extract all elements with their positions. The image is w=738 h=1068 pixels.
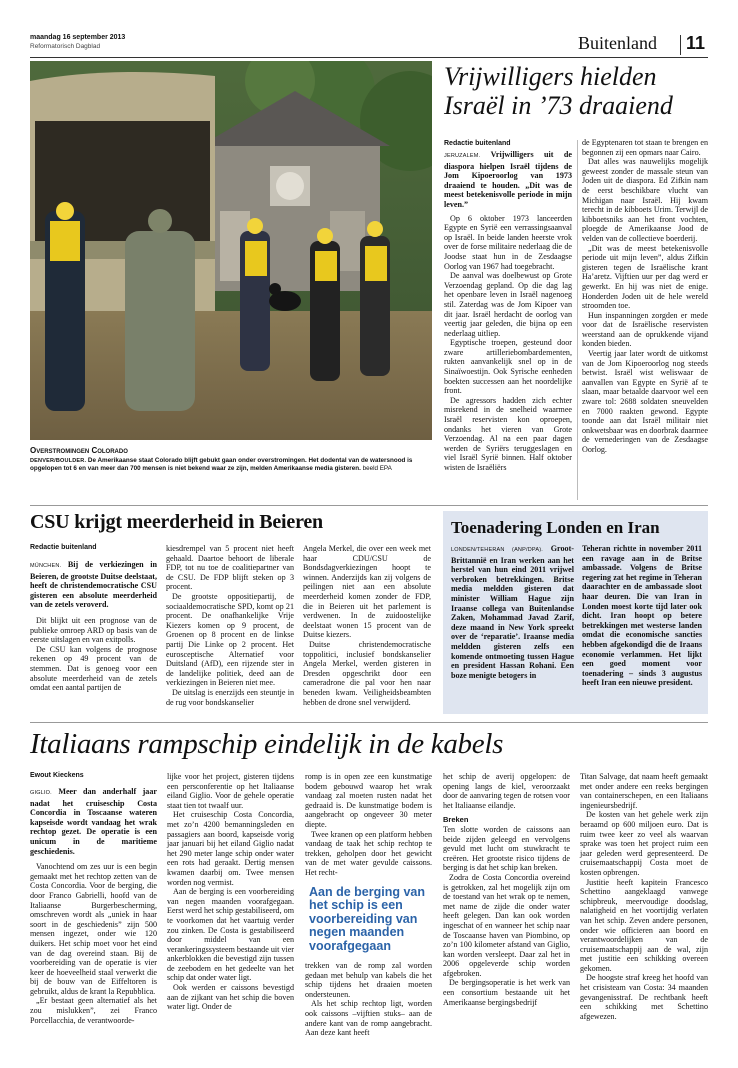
israel-column-2	[582, 138, 708, 455]
csu-lead-text: Bij de verkiezingen in Beieren, de grootste Duitse deelstaat, heeft de christendemocratische CSU gisteren een absolute meerderheid van de zetels veroverd.	[30, 560, 157, 610]
csu-lead	[30, 560, 157, 610]
photo-caption-text: De Amerikaanse staat Colorado blijft gebukt gaan onder overstromingen. Het dodental van de watersnood is opgelopen tot 6 en van meer dan 700 mensen is niet bekend waar ze zijn, melden Amerikaanse media gisteren.	[30, 457, 413, 473]
photo-caption-title: Overstromingen Colorado	[30, 446, 128, 455]
pull-quote: Aan de berging van het schip is een voorbereiding van negen maanden voorafgegaan	[309, 884, 425, 953]
paragraph: trekken van de romp zal worden gedaan met behulp van kabels die het schip tijdens het draaien moeten ondersteunen.	[305, 961, 432, 999]
paragraph: Dit blijkt uit een prognose van de publieke omroep ARD op basis van de eerste uitslagen en van exitpolls.	[30, 615, 157, 645]
masthead-date: maandag 16 september 2013	[30, 34, 126, 41]
paragraph: Twee kranen op een platform hebben vandaag de taak het schip rechtop te trekken, geholpen door het gewicht van de met water gevulde caissons. Het recht-	[305, 829, 432, 877]
csu-column-3	[303, 544, 431, 707]
paragraph: het schip de averij opgelopen: de opening langs de kiel, veroorzaakt door de aanvaring tegen de rotsen voor het Italiaanse eilandje.	[443, 772, 570, 810]
paragraph: De grootste oppositiepartij, de sociaaldemocratische SPD, komt op 21 procent. De onafhankelijke Vrije Kiezers komen op 9 procent, de Groenen op 8 procent en de linkse partij Die Linke op 2 procent. Het eurosceptische Alternatief voor Duitsland (AfD), een rijzende ster in de landelijke politiek, deed aan de verkiezingen in Beieren niet mee.	[166, 591, 294, 688]
masthead-paper: Reformatorisch Dagblad	[30, 43, 101, 50]
israel-headline-line-2: Israël in ’73 draaiend	[444, 91, 673, 120]
paragraph: „Er bestaat geen alternatief als het zou mislukken”, zei Franco Porcellacchia, de verantwoorde-	[30, 996, 157, 1025]
italy-column-2	[167, 772, 294, 1012]
section-rule	[30, 722, 708, 723]
section-rule	[30, 505, 708, 506]
paragraph: Angela Merkel, die over een week met haar CDU/CSU de Bondsdagverkiezingen hoopt te winnen. Anderzijds kan zij volgens de peilingen niet aan een absolute meerderheid komen zonder de FDP, die in Beieren uit het parlement is verdwenen. In de zuidoostelijke deelstaat wonen 15 procent van de Duitse kiezers.	[303, 544, 431, 640]
paragraph: „Dit was de meest betekenisvolle periode uit mijn leven”, aldus Zifkin gisteren tegen de Israëlische krant Ha’aretz. Vijftien uur per dag werd er gewerkt. En hij was niet de enige. Honderden Joden uit de hele wereld stroomden toe.	[582, 243, 708, 311]
paragraph: Veertig jaar later wordt de uitkomst van de Jom Kipoeroorlog nog steeds betwist. Israël wist weliswaar de aanvallen van Egypte en Syrië af te slaan, maar betaalde daarvoor wel een zware tol: 2688 soldaten sneuvelden en 7000 raakten gewond. Egypte toonde aan dat Israël militair niet onkwetsbaar was en doorbrak daarmee de vernederingen van de Zesdaagse Oorlog.	[582, 349, 708, 454]
photo-caption	[30, 457, 432, 474]
paragraph: Duitse christendemocratische toppolitici, inclusief bondskanselier Angela Merkel, werden gisteren in Dresden opgeschrikt door een cameradrone die pal voor hen naar beneden kwam. Veiligheidsbeambten hebben de drone snel verwijderd.	[303, 639, 431, 707]
italy-lead	[30, 787, 157, 856]
csu-headline: CSU krijgt meerderheid in Beieren	[30, 511, 323, 533]
paragraph: Aan de berging is een voorbereiding van negen maanden voorafgegaan. Eerst werd het schip gestabiliseerd, om te voorkomen dat het vaartuig verder zou zinken. De Costa is gestabiliseerd door middel van een verankeringssysteem bestaande uit vier ankerblokken die bevestigd zijn tussen de zeebodem en het gedeelte van het schip dat onder water ligt.	[167, 887, 294, 983]
italy-byline: Ewout Kieckens	[30, 772, 84, 779]
section-title: Buitenland	[578, 33, 657, 53]
paragraph: Ten slotte worden de caissons aan beide zijden geleegd en vervolgens gevuld met lucht om stuwkracht te creëren. Het grootste risico tijdens de berging is dat het schip kan breken.	[443, 824, 570, 873]
paragraph: De CSU kan volgens de prognose rekenen op 49 procent van de stemmen. Dat is genoeg voor een absolute meerderheid van de zetels omdat een aantal partijen de	[30, 644, 157, 693]
israel-dateline: JERUZALEM.	[444, 153, 481, 159]
paragraph: De uitslag is enerzijds een steuntje in de rug voor bondskanselier	[166, 687, 294, 707]
page-number: 11	[686, 33, 706, 53]
paragraph: de Egyptenaren tot staan te brengen en begonnen zij een opmars naar Cairo.	[582, 138, 708, 157]
paragraph: lijke voor het project, gisteren tijdens een persconferentie op het Italiaanse eiland Giglio. Voor de gehele operatie staat tien tot twaalf uur.	[167, 772, 294, 810]
paragraph: De kosten van het gehele werk zijn beraamd op 600 miljoen euro. Dat is ruim twee keer zo veel als waarvan sprake was toen het project ruim een jaar geleden werd gepresenteerd. De cruisemaatschappij Costa moet de kosten opbrengen.	[580, 810, 708, 877]
section-divider	[680, 35, 681, 55]
paragraph: Het cruiseschip Costa Concordia, met zo’n 4200 bemanningsleden en passagiers aan boord, kapseisde vorig jaar januari bij het eiland Giglio nadat het 290 meter lange schip onder water een rots had geraakt. Dertig mensen kwamen daarbij om. Twee mensen worden nog vermist.	[167, 810, 294, 887]
israel-lead	[444, 150, 572, 210]
italy-column-3	[305, 772, 432, 1038]
paragraph: Zodra de Costa Concordia overeind is getrokken, zal het mogelijk zijn om de toestand van het wrak op te nemen, met name de zijde die onder water heeft gelegen. Dan kan ook worden ingeschat of en wanneer het schip naar de Toscaanse haven van Piombino, op zo’n 100 kilometer afstand van Giglio, kan worden versleept. Daar zal het in 2006 opgeleverde schip worden afgebroken.	[443, 872, 570, 978]
paragraph: De bergingsoperatie is het werk van een consortium bestaande uit het Amerikaanse bergingsbedrijf	[443, 978, 570, 1007]
subhead: Breken	[443, 815, 469, 825]
italy-headline: Italiaans rampschip eindelijk in de kabels	[30, 728, 504, 760]
paragraph: De hoogste straf kreeg het hoofd van het crisisteam van Costa: 34 maanden gevangenisstraf. De rechtbank heeft een schikking met Schettino afgewezen.	[580, 973, 708, 1021]
iran-column-1	[451, 544, 574, 680]
iran-headline: Toenadering Londen en Iran	[451, 518, 660, 537]
paragraph: De aanval was doelbewust op Grote Verzoendag gepland. Op die dag lag het openbare leven in Israël nagenoeg stil. Zaterdag was de Jom Kipoer van dit jaar. Israël herdacht de oorlog van veertig jaar geleden, die bijna op een nederlaag uitliep.	[444, 271, 572, 338]
masthead-rule	[30, 57, 708, 58]
iran-column-2	[582, 544, 702, 688]
iran-text-2: Teheran richtte in november 2011 een ravage aan in de Britse ambassade. Volgens de Britse regering zat het regime in Teheran daarachter en de ambassade sloot haar deuren. Die van Iran in Londen moest korte tijd later ook dicht. Iran hoopt op betere betrekkingen met westerse landen omdat die economische sancties hebben afgekondigd die de Iraans economie verlammen. Het lijkt een goed moment voor toenadering – sinds 3 augustus heeft Iran een nieuwe president.	[582, 544, 702, 688]
csu-byline: Redactie buitenland	[30, 544, 97, 551]
italy-dateline: GIGLIO.	[30, 790, 52, 796]
israel-headline-line-1: Vrijwilligers hielden	[444, 62, 657, 91]
paragraph: Op 6 oktober 1973 lanceerden Egypte en Syrië een verrassingsaanval op Israël. In beide landen heerste vrok over de forse militaire nederlaag die de Joodse staat hun in de Zesdaagse Oorlog van 1967 had toegebracht.	[444, 213, 572, 271]
paragraph: Titan Salvage, dat naam heeft gemaakt met onder andere een reeks bergingen van containerschepen, en een Italiaans ingenieursbedrijf.	[580, 772, 708, 810]
italy-column-5	[580, 772, 708, 1021]
iran-text-1	[451, 544, 574, 680]
italy-lead-text: Meer dan anderhalf jaar nadat het cruiseschip Costa Concordia in Toscaanse wateren kapseisde wordt vandaag het wrak rechtop gezet. De operatie is een unicum in de maritieme geschiedenis.	[30, 787, 157, 856]
paragraph: Ook werden er caissons bevestigd aan de zijkant van het schip die boven water ligt. Onder de	[167, 983, 294, 1012]
israel-column-1	[444, 150, 572, 473]
photo-caption-place: DENVER/BOULDER.	[30, 458, 87, 464]
csu-column-1	[30, 560, 157, 693]
flood-photo-illustration	[30, 61, 432, 440]
israel-byline: Redactie buitenland	[444, 140, 511, 147]
paragraph: De agressors hadden zich echter misrekend in de snelheid waarmee Israël reservisten kon oproepen, ondanks het vieren van Grote Verzoendag. Al na een paar dagen werden de Syriërs teruggeslagen en viel Israël Syrië binnen. Half oktober wisten de Israëliërs	[444, 395, 572, 472]
flood-photo	[30, 61, 432, 440]
israel-lead-text: Vrijwilligers uit de diaspora hielpen Israël tijdens de Jom Kipoeroorlog van 1973 draaiend te houden. „Dit was de meest betekenisvolle periode in mijn leven.”	[444, 150, 572, 209]
paragraph: kiesdrempel van 5 procent niet heeft gehaald. Daartoe behoort de liberale FDP, tot nu toe de coalitiepartner van de CSU. De FDP blijft steken op 3 procent.	[166, 544, 294, 592]
csu-column-2	[166, 544, 294, 707]
column-divider	[577, 140, 578, 500]
paragraph: Als het schip rechtop ligt, worden ook caissons –vijftien stuks– aan de andere kant van de romp aangebracht. Aan deze kant heeft	[305, 999, 432, 1038]
paragraph: romp is in open zee een kunstmatige bodem gebouwd waarop het wrak vandaag zal moeten rusten nadat het gedraaid is. De kunstmatige bodem is aangebracht op ongeveer 30 meter diepte.	[305, 772, 432, 829]
paragraph: Dat alles was nauwelijks mogelijk geweest zonder de massale steun van Joden uit de diaspora. Ed Zifkin nam de eerst beschikbare vlucht van Michigan naar Israël. Hij kwam terecht in de kibboets Urim. Terwijl de kibboetsniks aan het front vochten, ploegde de Amerikaanse Jood de velden van de collectieve boerderij.	[582, 157, 708, 243]
iran-dateline: LONDEN/TEHERAN (ANP/DPA).	[451, 547, 543, 553]
photo-credit: beeld EPA	[362, 465, 392, 473]
paragraph: Egyptische troepen, gesteund door zware artilleriebombardementen, rukten aanvankelijk snel op in de Sinaïwoestijn. Ook Syrische eenheden boekten successen aan het noordelijke front.	[444, 338, 572, 396]
israel-headline	[444, 62, 714, 120]
iran-text-1-body: Groot-Brittannië en Iran werken aan het herstel van hun eind 2011 vrijwel verbroken betrekkingen. Britse media meldden gisteren dat minister William Hague zijn Iraanse collega van Buitenlandse Zaken, Mohammad Javad Zarif, deze maand in New York spreekt over de ‘reparatie’. Iraanse media meldden gisteren zelfs een komende ontmoeting tussen Hague en president Hassan Rohani. Een boze menigte betogers in	[451, 544, 574, 680]
italy-column-1	[30, 787, 157, 1025]
csu-dateline: MÜNCHEN.	[30, 563, 62, 569]
paragraph: Hun inspanningen zorgden er mede voor dat de Israëlische reservisten weerstand aan de oprukkende vijand konden bieden.	[582, 310, 708, 349]
paragraph: Justitie heeft kapitein Francesco Schettino aangeklaagd vanwege schipbreuk, meervoudige doodslag, nalatigheid en het voortijdig verlaten van het schip. Zeven andere personen, onder wie officieren aan boord en verantwoordelijken van de cruisemaatschappij aan de wal, zijn met justitie een schikking overeen gekomen.	[580, 877, 708, 973]
italy-column-4	[443, 772, 570, 1007]
paragraph: Vanochtend om zes uur is een begin gemaakt met het rechtop zetten van de Costa Concordia. Voor de berging, die door Franco Gabrielli, hoofd van de Italiaanse Burgerbescherming, omschreven wordt als „uniek in haar soort in de geschiedenis” zijn 500 mensen ingezet, onder wie 120 duikers. Het schip moet voor het eind van de dag overeind staan. Bij de voorbereiding van de operatie is vier keer de hoeveelheid staal verwerkt die bij de bouw van de Eiffeltoren is gebruikt, aldus de krant la Repubblica.	[30, 862, 157, 996]
